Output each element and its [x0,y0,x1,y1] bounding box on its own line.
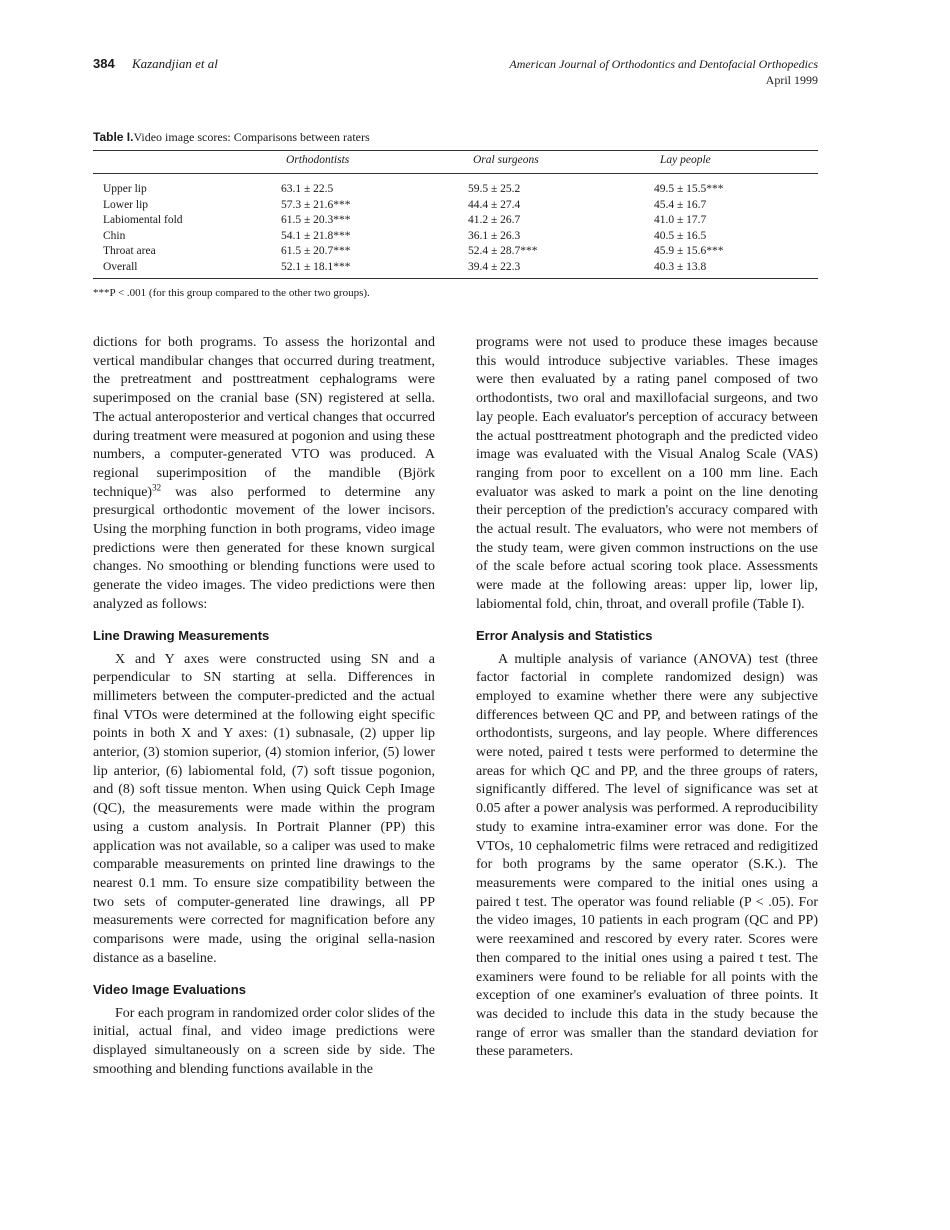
table-top-rule [93,150,818,151]
cell-oral-surgeons: 41.2 ± 26.7 [468,214,521,226]
paragraph: For each program in randomized order color slides of the initial, actual final, and video image predictions were displayed simultaneously on a screen side by side. The smoothing and blending functions available in the [93,1005,435,1077]
cell-oral-surgeons: 59.5 ± 25.2 [468,183,521,195]
cell-orthodontists: 54.1 ± 21.8*** [281,229,351,242]
column-header-oral-surgeons: Oral surgeons [473,154,539,166]
table-row [93,261,818,277]
table-caption [93,130,370,145]
table-row [93,183,818,199]
column-header-lay-people: Lay people [660,154,711,166]
page-number: 384 [93,56,115,71]
row-label: Overall [103,260,138,273]
cell-orthodontists: 61.5 ± 20.3*** [281,214,351,226]
table-row [93,245,818,261]
cell-oral-surgeons: 36.1 ± 26.3 [468,229,521,242]
journal-title: American Journal of Orthodontics and Dentofacial Orthopedics [509,57,818,71]
paragraph: A multiple analysis of variance (ANOVA) test (three factor factorial in complete randomized design) was employed to examine whether there were any subjective differences between QC and PP, and between ratings of the orthodontists, surgeons, and lay people. Where differences were noted, paired t tests were performed to determine the areas for which QC and PP, and the three groups of raters, significantly differed. The level of significance was set at 0.05 after a power analysis was performed. A reproducibility study to examine intra-examiner error was done. For the VTOs, 10 cephalometric films were retraced and redigitized for both programs by the same operator (S.K.). The measurements were compared to the initial ones using a paired t test. The operator was found reliable (P < .05). For the video images, 10 patients in each program (QC and PP) were reexamined and rescored by every rater. Scores were then compared to the initial ones using a paired t test. The examiners were found to be reliable for all points with the exception of one examiner's evaluation of three points. It was decided to include this data in the study because the range of error was smaller than the standard deviation for these parameters. [476,651,818,1060]
cell-orthodontists: 52.1 ± 18.1*** [281,260,351,273]
paragraph-text: dictions for both programs. To assess the horizontal and vertical mandibular changes that occurred during treatment, the pretreatment and posttreatment cephalograms were superimposed on the cranial base (SN) registered at sella. The actual anteroposterior and vertical changes that occurred during treatment were measured at pogonion and using these numbers, a computer-generated VTO was produced. A regional superimposition of the mandible (Björk technique) [93,335,435,500]
section-heading: Line Drawing Measurements [93,627,270,643]
page-number-header [93,56,218,72]
left-column [93,334,435,1079]
issue-date: April 1999 [765,73,818,87]
section-heading: Video Image Evaluations [93,981,246,997]
cell-lay-people: 49.5 ± 15.5*** [654,183,724,195]
row-label: Throat area [103,245,156,257]
paragraph: programs were not used to produce these images because this would introduce subjective variables. These images were then evaluated by a rating panel composed of two orthodontists, two oral and maxillofacial surgeons, and two lay people. Each evaluator's perception of accuracy between the actual posttreatment photograph and the predicted video image was evaluated with the Visual Analog Scale (VAS) ranging from poor to excellent on a 100 mm line. Each evaluator was asked to mark a point on the line denoting their perception of the prediction's accuracy compared with the actual result. The evaluators, who were not members of the study team, were given common instructions on the use of the scale before actual scoring took place. Assessments were made at the following areas: upper lip, lower lip, labiomental fold, chin, throat, and overall profile (Table I). [476,335,818,612]
row-label: Labiomental fold [103,214,183,226]
cell-orthodontists: 57.3 ± 21.6*** [281,198,351,211]
paragraph-text: was also performed to determine any presurgical orthodontic movement of the lower incisors. Using the morphing function in both programs, video image predictions were then generated for these known surgical changes. No smoothing or blending functions were used to generate the video images. The video predictions were then analyzed as follows: [93,484,435,612]
table-row [93,230,818,246]
table-caption-text: Video image scores: Comparisons between raters [133,130,370,144]
cell-oral-surgeons: 52.4 ± 28.7*** [468,245,538,257]
running-authors: Kazandjian et al [131,56,218,71]
table-label: Table I. [93,130,134,144]
section-heading: Error Analysis and Statistics [476,627,653,643]
table-row [93,199,818,215]
column-header-orthodontists: Orthodontists [286,154,350,166]
table-header-rule [93,173,818,174]
journal-header [509,56,818,88]
right-column [476,334,818,1062]
row-label: Chin [103,229,126,242]
row-label: Lower lip [103,198,149,211]
cell-orthodontists: 63.1 ± 22.5 [281,183,334,195]
cell-lay-people: 40.5 ± 16.5 [654,229,707,242]
cell-lay-people: 45.4 ± 16.7 [654,198,707,211]
table-footnote: ***P < .001 (for this group compared to the other two groups). [93,287,370,299]
cell-lay-people: 40.3 ± 13.8 [654,260,707,273]
cell-lay-people: 41.0 ± 17.7 [654,214,707,226]
paragraph: X and Y axes were constructed using SN and a perpendicular to SN starting at sella. Differences in millimeters between the computer-predicted and the actual final VTOs were determined at the following eight specific points in both X and Y axes: (1) subnasale, (2) upper lip anterior, (3) stomion superior, (4) stomion inferior, (5) lower lip anterior, (6) labiomental fold, (7) soft tissue pogonion, and (8) soft tissue menton. When using Quick Ceph Image (QC), the measurements were made within the program using a custom analysis. In Portrait Planner (PP) this application was not available, so a caliper was used to make comparable measurements on printed line drawings to the nearest 0.1 mm. To ensure size compatibility between the two sets of computer-generated line drawings, all PP measurements were corrected for magnification before any comparisons were made, using the original sella-nasion distance as a baseline. [93,651,435,966]
cell-oral-surgeons: 44.4 ± 27.4 [468,198,521,211]
cell-oral-surgeons: 39.4 ± 22.3 [468,260,521,273]
cell-orthodontists: 61.5 ± 20.7*** [281,245,351,257]
table-row [93,214,818,230]
table-bottom-rule [93,278,818,279]
cell-lay-people: 45.9 ± 15.6*** [654,245,724,257]
reference-superscript: 32 [152,481,162,492]
row-label: Upper lip [103,183,147,195]
paragraph [93,334,435,615]
